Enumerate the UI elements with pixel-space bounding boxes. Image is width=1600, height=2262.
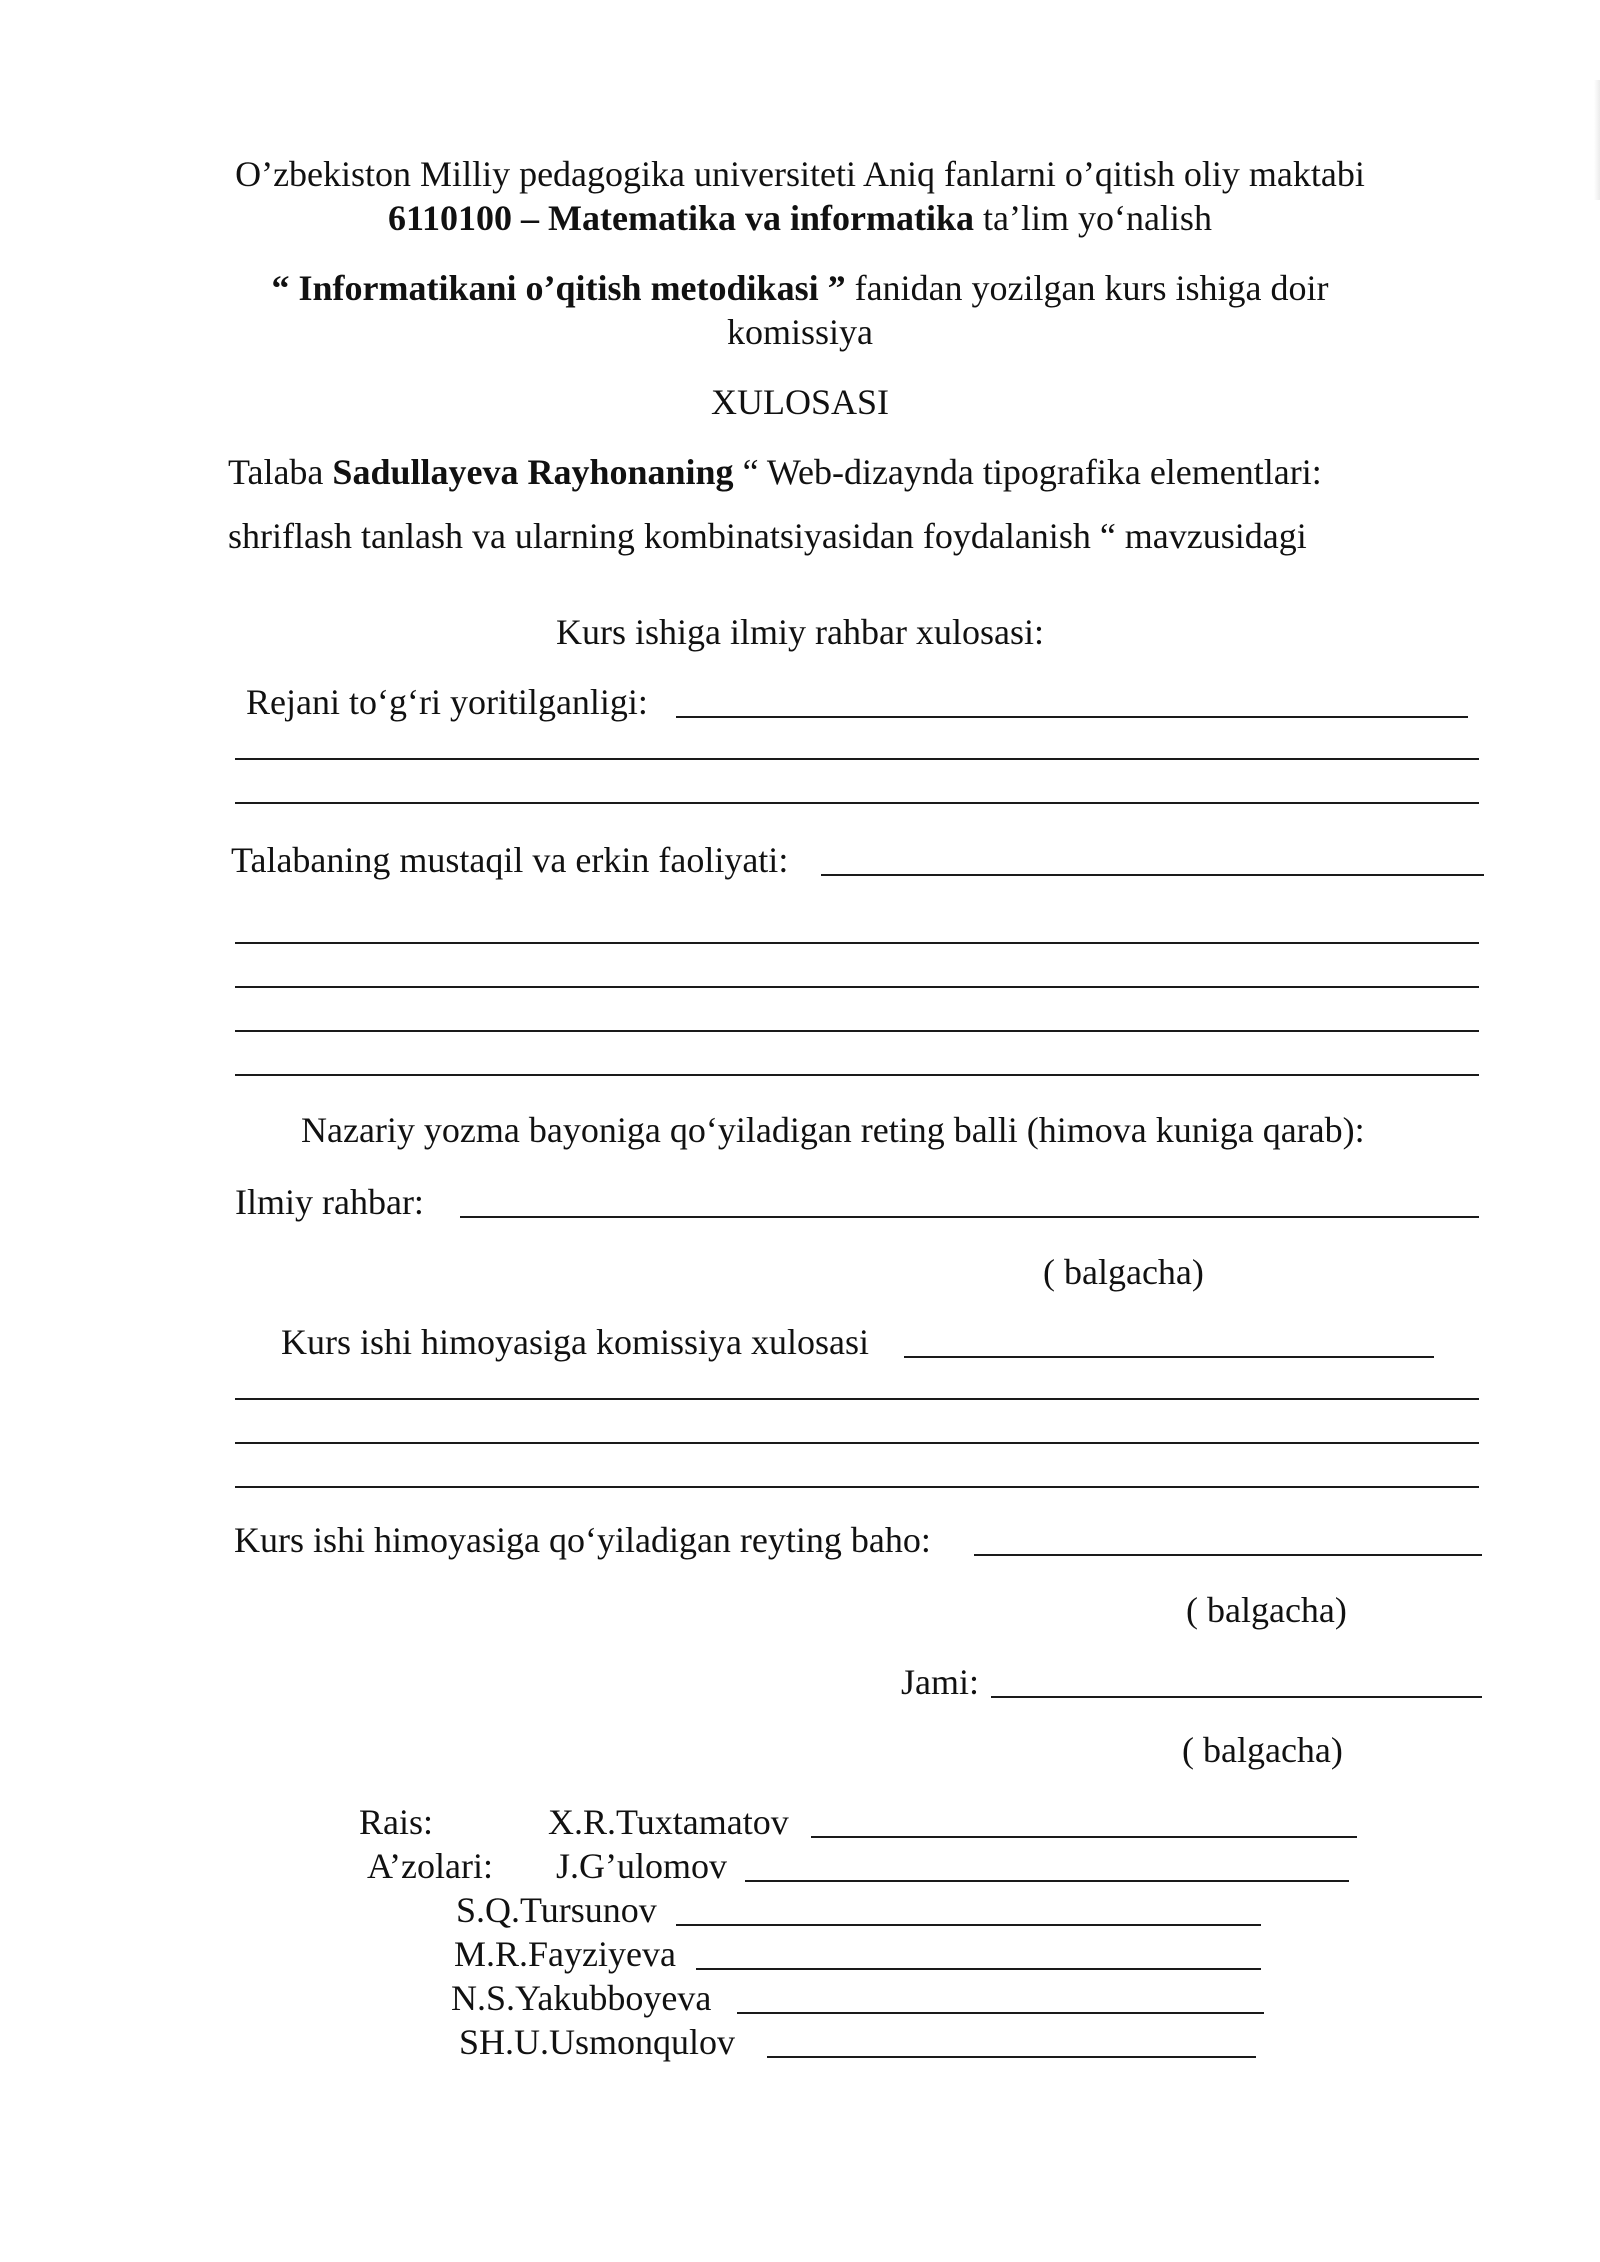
members-label: A’zolari: bbox=[367, 1846, 493, 1886]
commission-answer-line[interactable] bbox=[235, 1486, 1479, 1488]
document-title: XULOSASI bbox=[710, 382, 889, 422]
program-code: 6110100 – Matematika va informatika bbox=[388, 198, 974, 238]
topic-line-2: shriflash tanlash va ularning kombinatsiyasidan foydalanish “ mavzusidagi bbox=[228, 516, 1307, 556]
member-name: SH.U.Usmonqulov bbox=[459, 2022, 736, 2062]
rating-heading: Nazariy yozma bayoniga qo‘yiladigan reting balli (himova kuniga qarab): bbox=[301, 1110, 1365, 1150]
chair-label: Rais: bbox=[359, 1802, 434, 1842]
member-name: M.R.Fayziyeva bbox=[454, 1934, 676, 1974]
independence-answer-line[interactable] bbox=[235, 986, 1479, 988]
plan-answer-line[interactable] bbox=[235, 802, 1479, 804]
grade-answer-line[interactable] bbox=[974, 1554, 1482, 1556]
student-line bbox=[228, 450, 1322, 494]
member-name: S.Q.Tursunov bbox=[456, 1890, 657, 1930]
commission-conclusion-label: Kurs ishi himoyasiga komissiya xulosasi bbox=[281, 1322, 869, 1362]
signature-line[interactable] bbox=[676, 1924, 1261, 1926]
points-hint-3: ( balgacha) bbox=[1182, 1730, 1343, 1770]
signature-line[interactable] bbox=[696, 1968, 1261, 1970]
signature-line[interactable] bbox=[811, 1836, 1357, 1838]
member-name: N.S.Yakubboyeva bbox=[451, 1978, 712, 2018]
program-suffix: ta’lim yo‘nalish bbox=[973, 198, 1212, 238]
supervisor-grade-line[interactable] bbox=[460, 1216, 1479, 1218]
points-hint-2: ( balgacha) bbox=[1186, 1590, 1347, 1630]
total-answer-line[interactable] bbox=[991, 1696, 1482, 1698]
subject-line-2: komissiya bbox=[726, 312, 873, 352]
independence-answer-line[interactable] bbox=[821, 874, 1484, 876]
commission-answer-line[interactable] bbox=[904, 1356, 1434, 1358]
chair-name: X.R.Tuxtamatov bbox=[548, 1802, 789, 1842]
plan-answer-line[interactable] bbox=[676, 716, 1468, 718]
commission-answer-line[interactable] bbox=[235, 1398, 1479, 1400]
plan-answer-line[interactable] bbox=[235, 758, 1479, 760]
independence-answer-line[interactable] bbox=[235, 942, 1479, 944]
independence-answer-line[interactable] bbox=[235, 1030, 1479, 1032]
signature-line[interactable] bbox=[745, 1880, 1349, 1882]
total-label: Jami: bbox=[901, 1662, 979, 1702]
student-name: Sadullayeva Rayhonaning bbox=[332, 452, 734, 492]
independence-answer-line[interactable] bbox=[235, 1074, 1479, 1076]
independence-label: Talabaning mustaqil va erkin faoliyati: bbox=[231, 840, 789, 880]
points-hint-1: ( balgacha) bbox=[1043, 1252, 1204, 1292]
signature-line[interactable] bbox=[767, 2056, 1256, 2058]
topic-line-1: “ Web-dizaynda tipografika elementlari: bbox=[733, 452, 1322, 492]
plan-label: Rejani to‘g‘ri yoritilganligi: bbox=[246, 682, 648, 722]
member-name: J.G’ulomov bbox=[556, 1846, 727, 1886]
program-line bbox=[0, 196, 1600, 240]
grade-label: Kurs ishi himoyasiga qo‘yiladigan reyting baho: bbox=[234, 1520, 931, 1560]
signature-line[interactable] bbox=[737, 2012, 1264, 2014]
commission-answer-line[interactable] bbox=[235, 1442, 1479, 1444]
subject-title: “ Informatikani o’qitish metodikasi ” bbox=[271, 268, 846, 308]
subject-suffix: fanidan yozilgan kurs ishiga doir bbox=[845, 268, 1329, 308]
supervisor-heading: Kurs ishiga ilmiy rahbar xulosasi: bbox=[556, 612, 1044, 652]
subject-line bbox=[0, 266, 1600, 310]
university-line: O’zbekiston Milliy pedagogika universiteti Aniq fanlarni o’qitish oliy maktabi bbox=[235, 154, 1365, 194]
student-prefix: Talaba bbox=[228, 452, 333, 492]
supervisor-label: Ilmiy rahbar: bbox=[235, 1182, 424, 1222]
